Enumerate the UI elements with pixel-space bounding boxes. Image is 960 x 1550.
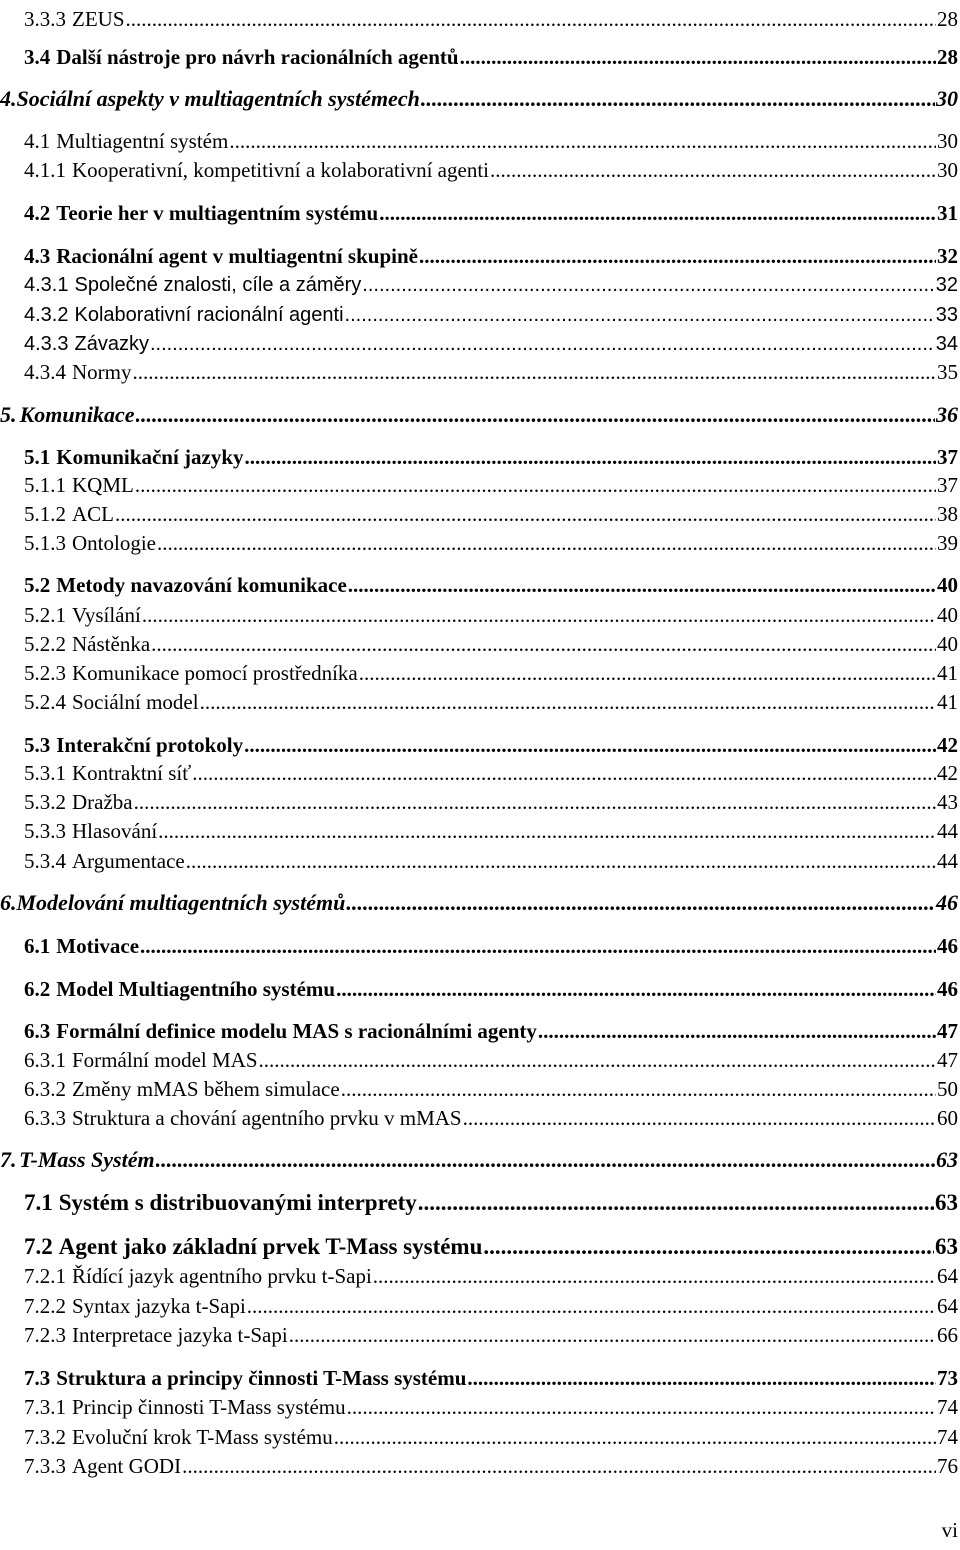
toc-entry[interactable] [0,683,960,713]
toc-entry[interactable] [0,1012,960,1042]
toc-entry-page: 63 [936,1147,958,1172]
toc-entry[interactable] [0,726,960,756]
toc-entry-number: 4.1 [24,129,51,153]
toc-entry-page: 30 [937,158,958,182]
dot-leader [244,735,936,756]
toc-entry-number: 5.1.3 [24,531,66,555]
dot-leader [418,1191,934,1214]
toc-entry-page: 46 [937,934,958,958]
toc-entry-number: 7.2.1 [24,1264,66,1288]
toc-entry-page: 32 [935,274,958,296]
toc-entry-number: 6.2 [24,977,51,1001]
toc-entry-title: Závazky [74,333,149,355]
toc-entry[interactable] [0,38,960,68]
toc-entry-number: 7.3 [24,1366,51,1390]
toc-entry-page: 46 [937,977,958,1001]
toc-entry[interactable] [0,1418,960,1448]
dot-leader [182,1456,936,1477]
toc-entry-number: 6.3.1 [24,1048,66,1072]
toc-entry-title: Agent jako základní prvek T-Mass systému [58,1234,483,1259]
toc-entry[interactable] [0,1099,960,1129]
toc-entry-page: 73 [937,1366,958,1390]
toc-entry-page: 64 [937,1264,958,1288]
toc-entry[interactable] [0,566,960,596]
toc-entry-number: 6. [0,890,17,915]
dot-leader [156,1149,935,1171]
toc-entry-number: 7.2.2 [24,1294,66,1318]
dot-leader [346,892,935,914]
dot-leader [158,821,936,842]
toc-entry-number: 5.1.1 [24,473,66,497]
toc-entry-number: 7.3.2 [24,1425,66,1449]
dot-leader [362,275,934,295]
toc-entry-number: 7.3.3 [24,1454,66,1478]
toc-entry-page: 64 [937,1294,958,1318]
toc-entry-number: 5.2 [24,573,51,597]
toc-entry-number: 4.3.4 [24,360,66,384]
toc-entry-number: 4.3.1 [24,274,69,296]
toc-entry-page: 47 [937,1019,958,1043]
toc-entry[interactable] [0,0,960,30]
toc-entry-number: 5.3.4 [24,849,66,873]
dot-leader [347,1397,936,1418]
toc-entry-number: 7. [0,1147,17,1172]
dot-leader [133,362,937,383]
toc-entry[interactable] [0,1388,960,1418]
dot-leader [157,533,936,554]
toc-entry[interactable] [0,396,960,426]
toc-entry[interactable] [0,524,960,554]
dot-leader [463,1108,936,1129]
toc-entry-page: 30 [937,129,958,153]
page-number: vi [941,1518,958,1542]
toc-entry[interactable] [0,884,960,914]
toc-entry-number: 4. [0,86,17,111]
dot-leader [341,1079,936,1100]
toc-entry[interactable] [0,1228,960,1258]
toc-entry-number: 5.2.1 [24,603,66,627]
dot-leader [151,634,936,655]
toc-entry-page: 43 [937,790,958,814]
toc-entry-title: Sociální model [72,690,199,714]
toc-entry-number: 4.3 [24,244,51,268]
toc-entry-title: ZEUS [72,7,125,31]
toc-entry-title: Sociální aspekty v multiagentních systémech [16,86,420,111]
dot-leader [467,1368,936,1389]
toc-entry-number: 5.3.2 [24,790,66,814]
toc-entry[interactable] [0,1184,960,1214]
dot-leader [419,246,936,267]
toc-entry[interactable] [0,324,960,354]
toc-entry-page: 44 [937,819,958,843]
dot-leader [150,334,935,354]
dot-leader [373,1266,936,1287]
toc-entry[interactable] [0,1141,960,1171]
dot-leader [200,692,936,713]
toc-entry-title: Racionální agent v multiagentní skupině [56,244,418,268]
dot-leader [140,936,936,957]
toc-entry-number: 5.3.1 [24,761,66,785]
toc-entry-page: 40 [937,603,958,627]
dot-leader [115,504,936,525]
toc-entry-title: Motivace [56,934,140,958]
toc-entry-title: Změny mMAS během simulace [72,1077,340,1101]
toc-entry-number: 3.3.3 [24,7,66,31]
toc-entry-page: 47 [937,1048,958,1072]
toc-entry[interactable] [0,596,960,626]
toc-entry[interactable] [0,783,960,813]
toc-entry-page: 34 [935,333,958,355]
toc-entry-number: 6.1 [24,934,51,958]
toc-entry-number: 5. [0,402,17,427]
toc-entry-title: T-Mass Systém [19,1147,155,1172]
toc-entry[interactable] [0,122,960,152]
dot-leader [289,1325,936,1346]
toc-entry[interactable] [0,194,960,224]
dot-leader [345,305,935,325]
toc-entry-page: 36 [936,402,958,427]
toc-entry-page: 31 [937,201,958,225]
toc-entry-title: Evoluční krok T-Mass systému [72,1425,333,1449]
toc-entry-page: 66 [937,1323,958,1347]
toc-entry-number: 7.2.3 [24,1323,66,1347]
toc-entry[interactable] [0,812,960,842]
toc-entry-page: 41 [937,661,958,685]
toc-entry-title: Kontraktní síť [72,761,192,785]
toc-entry-title: Interpretace jazyka t-Sapi [72,1323,288,1347]
toc-entry-title: Systém s distribuovanými interprety [58,1190,417,1215]
dot-leader [134,792,936,813]
dot-leader [379,203,936,224]
dot-leader [334,1427,936,1448]
toc-entry[interactable] [0,237,960,267]
toc-entry-page: 35 [937,360,958,384]
toc-entry-number: 4.3.2 [24,304,69,326]
toc-entry-page: 32 [937,244,958,268]
toc-entry-page: 28 [937,7,958,31]
toc-entry[interactable] [0,1041,960,1071]
dot-leader [135,475,936,496]
toc-entry[interactable] [0,842,960,872]
toc-entry-title: Normy [72,360,132,384]
toc-entry-page: 28 [937,45,958,69]
dot-leader [136,404,935,426]
toc-entry-number: 4.1.1 [24,158,66,182]
toc-entry[interactable] [0,654,960,684]
toc-entry-title: Princip činnosti T-Mass systému [72,1395,346,1419]
toc-entry-page: 33 [935,304,958,326]
toc-entry[interactable] [0,80,960,110]
dot-leader [247,1296,936,1317]
toc-entry-number: 5.2.2 [24,632,66,656]
toc-entry[interactable] [0,151,960,181]
toc-entry-title: Kolaborativní racionální agenti [74,304,344,326]
toc-entry[interactable] [0,1316,960,1346]
toc-entry-title: Formální model MAS [72,1048,258,1072]
toc-entry-title: Agent GODI [72,1454,182,1478]
toc-entry-title: Hlasování [72,819,158,843]
toc-entry[interactable] [0,438,960,468]
toc-entry-page: 76 [937,1454,958,1478]
toc-entry-page: 46 [936,890,958,915]
toc-entry-number: 7.3.1 [24,1395,66,1419]
toc-entry-number: 3.4 [24,45,51,69]
toc-entry-page: 41 [937,690,958,714]
toc-entry-number: 7.1 [24,1190,53,1215]
dot-leader [192,763,936,784]
toc-entry[interactable] [0,754,960,784]
toc-entry-page: 74 [937,1425,958,1449]
dot-leader [490,160,936,181]
dot-leader [229,131,936,152]
toc-entry-page: 44 [937,849,958,873]
dot-leader [460,47,936,68]
toc-entry-number: 6.3.2 [24,1077,66,1101]
toc-entry-title: Dražba [72,790,133,814]
toc-entry-title: Komunikační jazyky [56,445,244,469]
toc-entry-page: 40 [937,632,958,656]
toc-entry[interactable] [0,466,960,496]
toc-entry-number: 5.1 [24,445,51,469]
toc-entry-title: Teorie her v multiagentním systému [56,201,379,225]
toc-entry-number: 6.3.3 [24,1106,66,1130]
toc-entry-page: 37 [937,445,958,469]
dot-leader [359,663,936,684]
toc-entry-title: Nástěnka [72,632,151,656]
dot-leader [245,447,936,468]
toc-entry-page: 50 [937,1077,958,1101]
toc-entry-page: 37 [937,473,958,497]
toc-entry-title: Interakční protokoly [56,733,244,757]
toc-entry-number: 5.1.2 [24,502,66,526]
dot-leader [186,851,936,872]
dot-leader [483,1235,934,1258]
toc-entry-title: KQML [72,473,134,497]
toc-entry[interactable] [0,1447,960,1477]
toc-entry-title: Ontologie [72,531,156,555]
toc-entry-title: Řídící jazyk agentního prvku t-Sapi [72,1264,372,1288]
toc-entry[interactable] [0,1287,960,1317]
toc-entry-page: 63 [935,1190,958,1215]
toc-entry[interactable] [0,1070,960,1100]
dot-leader [348,575,936,596]
toc-entry-title: Struktura a chování agentního prvku v mMAS [72,1106,462,1130]
toc-entry[interactable] [0,353,960,383]
toc-entry-number: 6.3 [24,1019,51,1043]
toc-entry-title: Metody navazování komunikace [56,573,347,597]
toc-entry[interactable] [0,970,960,1000]
toc-entry-number: 4.2 [24,201,51,225]
toc-entry-page: 39 [937,531,958,555]
toc-entry-number: 5.2.3 [24,661,66,685]
toc-entry-page: 30 [936,86,958,111]
dot-leader [336,979,936,1000]
toc-entry-number: 5.2.4 [24,690,66,714]
toc-entry[interactable] [0,1359,960,1389]
toc-entry-page: 63 [935,1234,958,1259]
toc-entry-title: Další nástroje pro návrh racionálních agentů [56,45,459,69]
toc-entry-title: Formální definice modelu MAS s racionálními agenty [56,1019,537,1043]
toc-entry-title: Komunikace [19,402,135,427]
toc-entry-title: Kooperativní, kompetitivní a kolaborativní agenti [72,158,489,182]
toc-entry-page: 40 [937,573,958,597]
toc-entry[interactable] [0,927,960,957]
toc-entry-number: 5.3 [24,733,51,757]
toc-entry-title: Společné znalosti, cíle a záměry [74,274,362,296]
toc-entry-number: 5.3.3 [24,819,66,843]
toc-entry[interactable] [0,265,960,295]
toc-entry[interactable] [0,1257,960,1287]
dot-leader [259,1050,936,1071]
toc-entry-number: 4.3.3 [24,333,69,355]
dot-leader [421,88,935,110]
toc-entry[interactable] [0,625,960,655]
dot-leader [142,605,936,626]
toc-entry-title: Modelování multiagentních systémů [16,890,346,915]
toc-entry-title: Vysílání [72,603,141,627]
toc-entry-page: 74 [937,1395,958,1419]
toc-entry-title: Model Multiagentního systému [56,977,336,1001]
toc-entry[interactable] [0,495,960,525]
toc-entry-title: Struktura a principy činnosti T-Mass systému [56,1366,467,1390]
toc-entry-title: Komunikace pomocí prostředníka [72,661,358,685]
toc-entry-title: Multiagentní systém [56,129,229,153]
toc-entry-page: 60 [937,1106,958,1130]
toc-entry-page: 42 [937,761,958,785]
toc-entry-title: Argumentace [72,849,185,873]
toc-entry[interactable] [0,295,960,325]
toc-entry-page: 42 [937,733,958,757]
toc-entry-title: Syntax jazyka t-Sapi [72,1294,246,1318]
dot-leader [538,1021,936,1042]
toc-entry-page: 38 [937,502,958,526]
dot-leader [126,9,937,30]
toc-entry-title: ACL [72,502,114,526]
toc-entry-number: 7.2 [24,1234,53,1259]
